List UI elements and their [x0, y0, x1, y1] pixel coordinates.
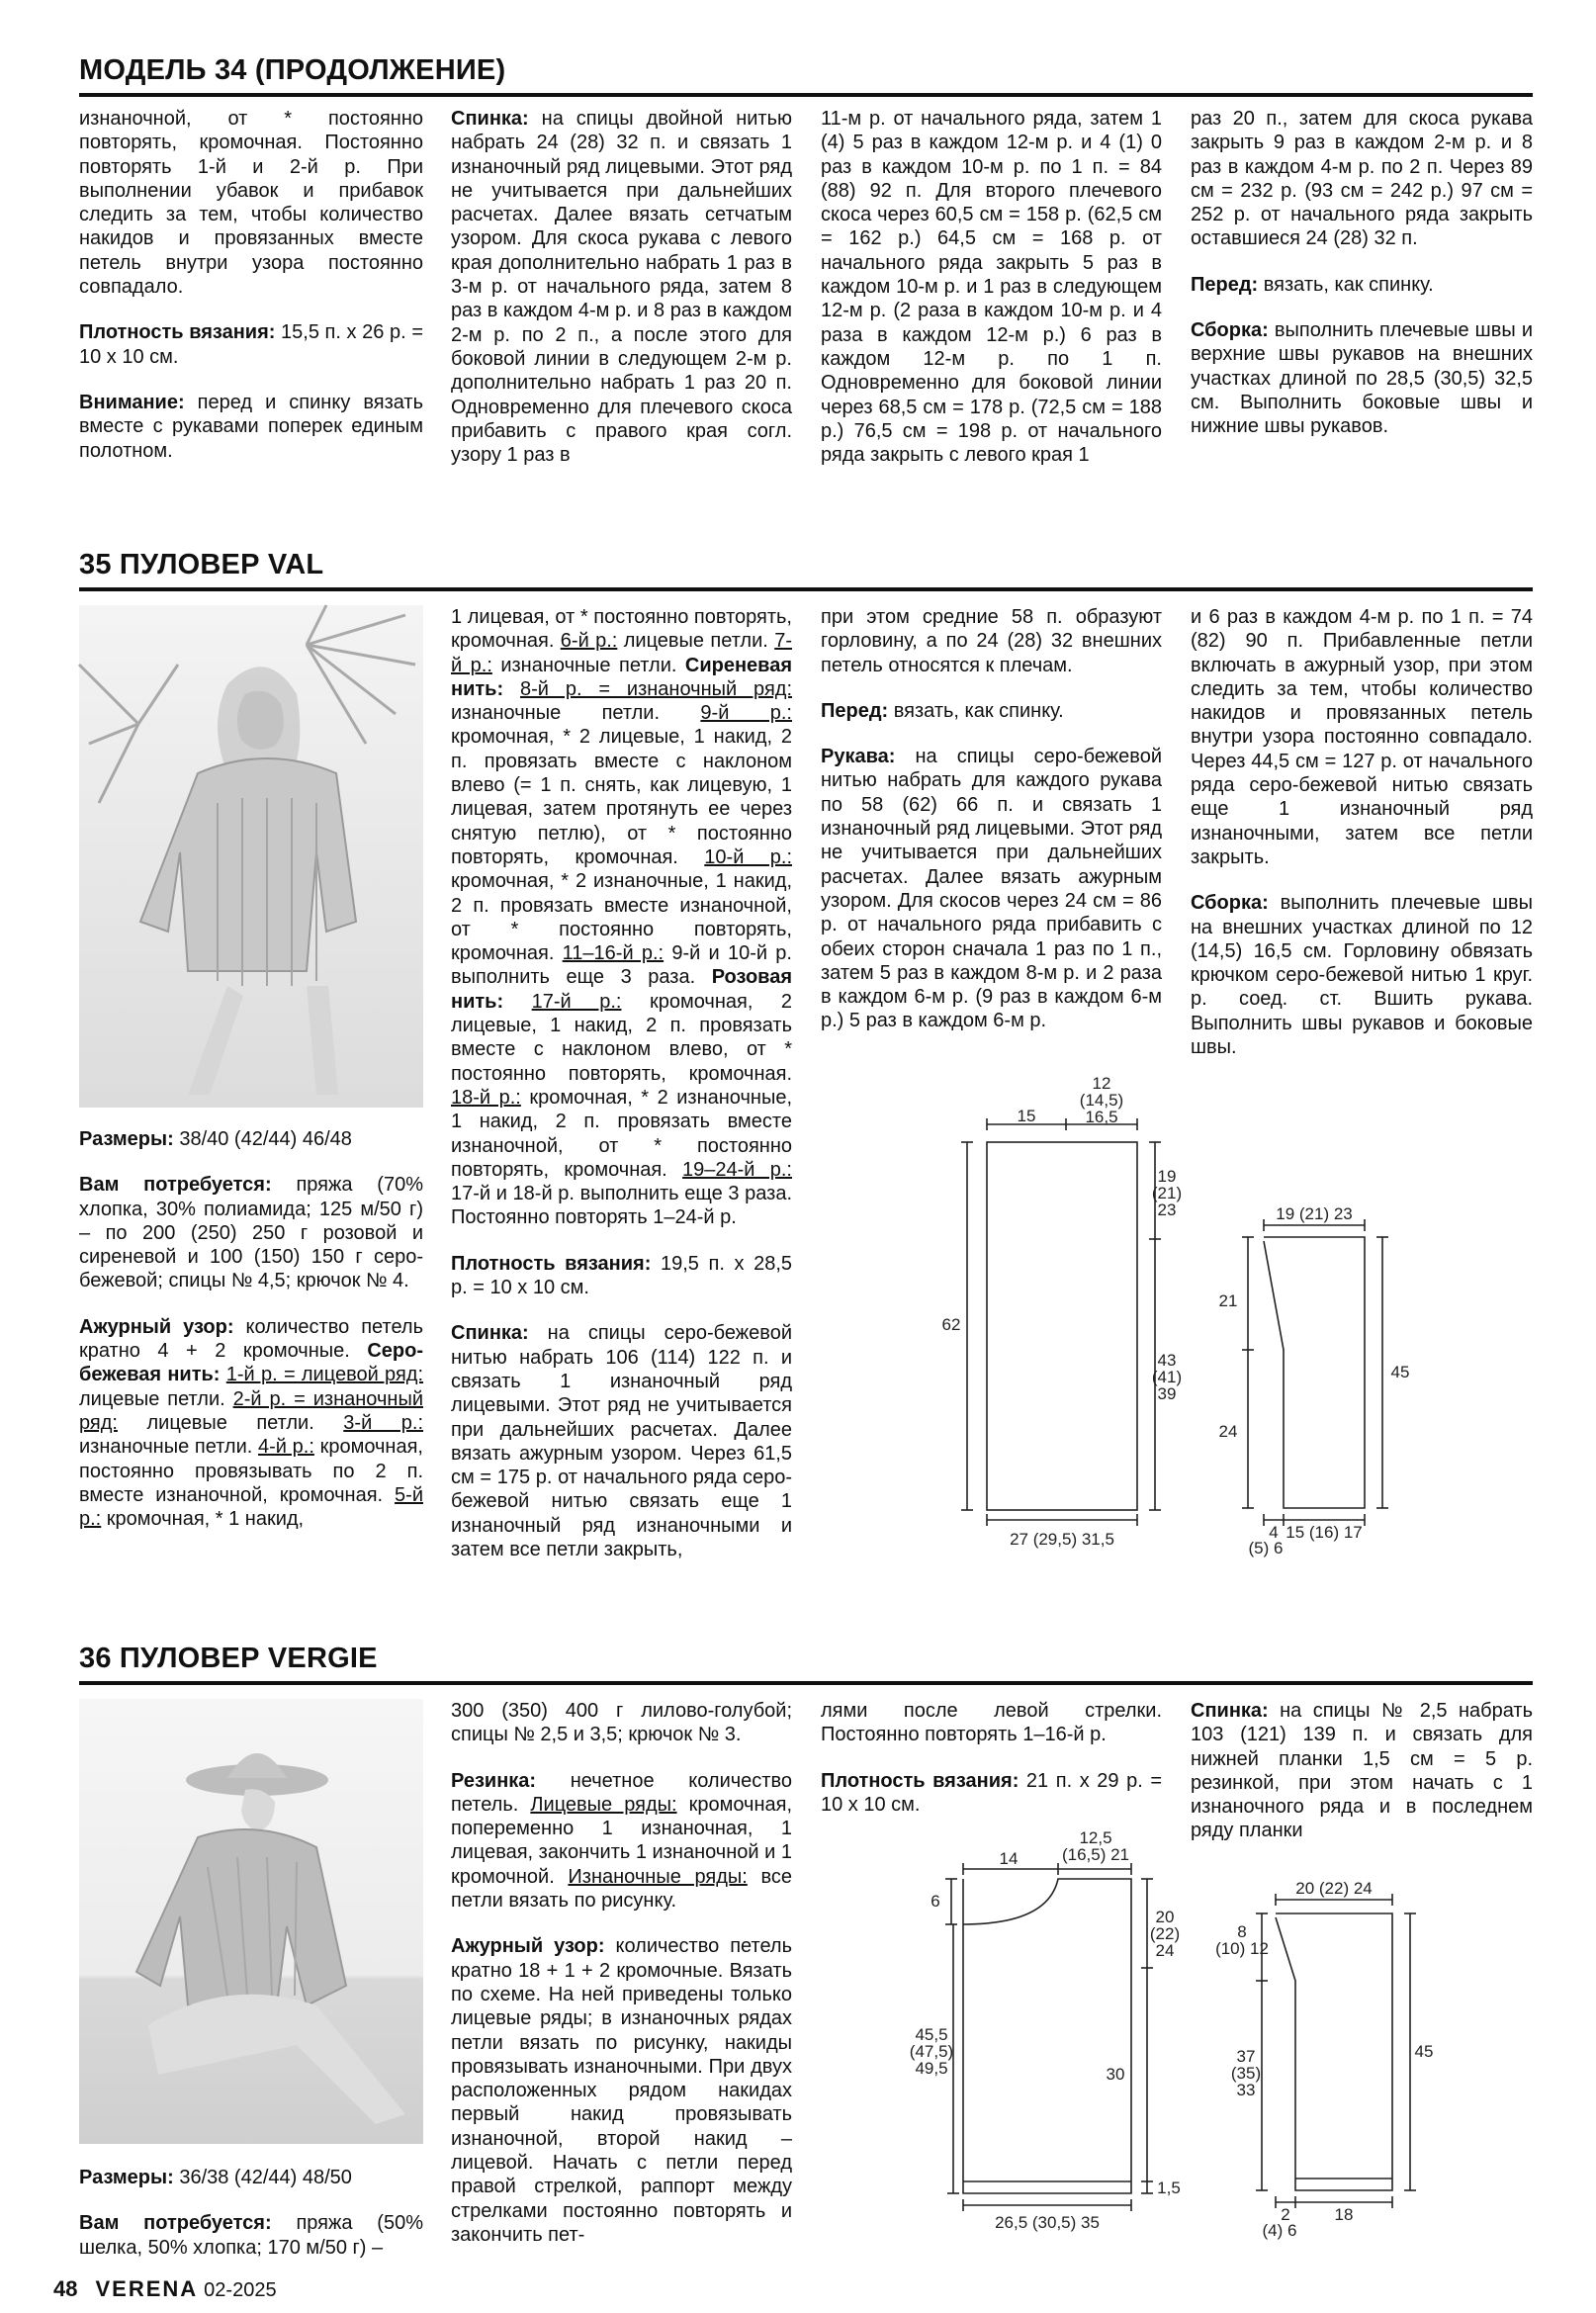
- s35-top-a: 12: [1092, 1074, 1111, 1093]
- s35-top-b: (14,5): [1079, 1091, 1124, 1110]
- s34-front: Перед: вязать, как спинку.: [1191, 273, 1434, 296]
- s35-sleeves: Рукава: на спицы серо-бежевой нитью набрать для каждого рукава по 58 (62) 66 п. и связать 1 изнаночный ряд лицевыми. Этот ряд не учитывается при дальнейших расчетах. Далее вязать ажурным узором. Для скосов через 24 см = 86 р. от начального ряда прибавить с обеих сторон сначала 1 раз по 1 п., затем 5 раз в каждом 8-м р. и 2 раза в каждом 6-м р. (9 раз в каждом 6-м р.) 5 раз в каждом 6-м р.: [821, 746, 1162, 1032]
- s34-back-cont: 11-м р. от начального ряда, затем 1 (4) 5 раз в каждом 12-м р. и 4 (1) 0 раз в каждом 10-м р. по 1 п. = 84 (88) 92 п. Для второго плечевого скоса через 60,5 см = 158 р. (62,5 см = 162 р.) 64,5 см = 168 р. от начального ряда закрыть 5 раз в каждом 10-м р. и 1 раз в следующем 12-м р. (2 раза в каждом 10-м р. и 4 раза в каждом 12-м р.) 6 раз в каждом 12-м р. по 1 п. Одновременно для боковой линии через 68,5 см = 178 р. (72,5 см = 188 р.) 76,5 см = 198 р. от начального ряда закрыть с левого края 1: [821, 108, 1162, 467]
- s35-lace-cont: 1 лицевая, от * постоянно повторять, кромочная. 6-й р.: лицевые петли. 7-й р.: изнаночные петли. Сиреневая нить: 8-й р. = изнаночный ряд: изнаночные петли. 9-й р.: кромочная, * 2 лицевые, 1 накид, 2 п. провязать вместе с наклоном влево (= 1 п. снять, как лицевую, 1 лицевая, затем протянуть ее через снятую петлю), от * постоянно повторять, кромочная. 10-й р.: кромочная, * 2 изнаночные, 1 накид, 2 п. провязать вместе изнаночной, от * постоянно повторять, кромочная. 11–16-й р.: 9-й и 10-й р. выполнить еще 3 раза. Розовая нить: 17-й р.: кромочная, 2 лицевые, 1 накид, 2 п. провязать вместе с наклоном влево, от * постоянно повторять, кромочная. 18-й р.: кромочная, * 2 изнаночные, 1 накид, 2 п. провязать вместе изнаночной, от * постоянно повторять, кромочная. 19–24-й р.: 17-й и 18-й р. выполнить еще 3 раза. Постоянно повторять 1–24-й р.: [451, 606, 793, 1229]
- s35-sleeve-top: 19 (21) 23: [1276, 1204, 1353, 1223]
- s35-r2b: (41): [1151, 1368, 1183, 1386]
- s36-materials-cont: 300 (350) 400 г лилово-голубой; спицы № 2,5 и 3,5; крючок № 3.: [451, 1700, 792, 1746]
- s35-sleeve-outline: [1264, 1237, 1365, 1508]
- s36-l1c: 49,5: [915, 2059, 948, 2078]
- s34-assembly: Сборка: выполнить плечевые швы и верхние швы рукавов на внешних участках длиной по 28,5 (30,5) 32,5 см. Выполнить боковые швы и нижние швы рукавов.: [1191, 319, 1533, 438]
- model-35-photo: [79, 605, 423, 1108]
- s36-r1b: (22): [1149, 1924, 1181, 1943]
- s36-left-top: 14: [999, 1849, 1019, 1868]
- s36-column-2: [451, 1699, 792, 2247]
- s36-column-4: [1191, 1699, 1533, 1843]
- section-35-title: 35 ПУЛОВЕР VAL: [79, 548, 1533, 591]
- s35-lace-pattern: Ажурный узор: количество петель кратно 4 + 2 кромочные. Серо-бежевая нить: 1-й р. = лицевой ряд: лицевые петли. 2-й р. = изнаночный ряд: лицевые петли. 3-й р.: изнаночные петли. 4-й р.: кромочная, постоянно провязывать по 2 п. вместе изнаночной, кромочная. 5-й р.: кромочная, * 1 накид,: [79, 1315, 424, 1531]
- page-number: 48: [53, 2276, 78, 2301]
- s35-r1c: 23: [1157, 1201, 1177, 1219]
- s34-column-4: [1191, 107, 1533, 439]
- issue-number: 02-2025: [204, 2279, 277, 2301]
- section-36-title: 36 ПУЛОВЕР VERGIE: [79, 1642, 1533, 1685]
- s35-assembly: Сборка: выполнить плечевые швы на внешних участках длиной по 12 (14,5) 16,5 см. Горловину обвязать крючком серо-бежевой нитью 1 круг. р. соед. ст. Вшить рукава. Выполнить швы рукавов и боковые швы.: [1191, 892, 1533, 1059]
- s35-sleeve-l2: 24: [1218, 1422, 1238, 1441]
- s36-sleeve-l1a: 8: [1237, 1922, 1247, 1941]
- s35-back: Спинка: на спицы серо-бежевой нитью набрать 106 (114) 122 п. и связать 1 изнаночный ряд лицевыми. Этот ряд не учитывается при дальнейших расчетах. Далее вязать ажурным узором. Через 61,5 см = 175 р. от начального ряда серо-бежевой нитью связать еще 1 изнаночный ряд изнаночными и затем все петли закрыть,: [451, 1322, 792, 1560]
- s36-lace: Ажурный узор: количество петель кратно 18 + 1 + 2 кромочные. Вязать по схеме. На ней приведены только лицевые ряды; в изнаночных рядах петли вязать по рисунку, накиды провязывать изнаночными. При двух расположенных рядом накидах первый накид провязывать изнаночной, второй накид – лицевой. Начать с петли перед правой стрелкой, раппорт между стрелками постоянно повторять и закончить пет-: [451, 1935, 792, 2246]
- s34-column-3: [821, 107, 1162, 467]
- s35-r2c: 39: [1157, 1384, 1177, 1403]
- s36-back: Спинка: на спицы № 2,5 набрать 103 (121) 139 п. и связать для нижней планки 1,5 см = 5 р. резинкой, при этом начать с 1 изнаночного ряда и в последнем ряду планки: [1191, 1700, 1533, 1842]
- s36-sleeve-outline: [1276, 1913, 1392, 2190]
- s35-sleeve-b1s: (5) 6: [1248, 1539, 1284, 1557]
- s36-sleeve-b1: 2: [1281, 2205, 1290, 2224]
- s36-r1c: 24: [1155, 1941, 1175, 1960]
- s35-r1b: (21): [1151, 1184, 1183, 1202]
- s35-left-height: 62: [941, 1315, 961, 1334]
- page-footer: [53, 2276, 277, 2302]
- s36-rib: Резинка: нечетное количество петель. Лицевые ряды: кромочная, попеременно 1 изнаночная, 1 лицевая, закончить 1 изнаночной и 1 кромочной. Изнаночные ряды: все петли вязать по рисунку.: [451, 1769, 792, 1913]
- s35-sleeve-r: 45: [1390, 1363, 1410, 1381]
- s36-bottom-width: 26,5 (30,5) 35: [995, 2213, 1100, 2232]
- section-34-title: МОДЕЛЬ 34 (ПРОДОЛЖЕНИЕ): [79, 53, 1533, 97]
- s35-sleeve-b2: 15 (16) 17: [1286, 1523, 1363, 1542]
- s35-density: Плотность вязания: 19,5 п. х 28,5 р. = 10 х 10 см.: [451, 1252, 793, 1299]
- s36-sleeve-r: 45: [1414, 2042, 1434, 2061]
- s36-l1a: 45,5: [915, 2025, 948, 2044]
- s36-column-3: [821, 1699, 1162, 1817]
- s35-left-top: 15: [1017, 1107, 1036, 1125]
- s35-bottom-width: 27 (29,5) 31,5: [1010, 1530, 1114, 1549]
- s36-sleeve-b1s: (4) 6: [1262, 2221, 1297, 2240]
- s36-sleeve-b2: 18: [1334, 2205, 1354, 2224]
- model-36-photo-illustration: [79, 1699, 423, 2144]
- s35-r2a: 43: [1157, 1351, 1177, 1370]
- s36-top-b: (16,5) 21: [1061, 1845, 1130, 1864]
- s35-materials: Вам потребуется: пряжа (70% хлопка, 30% полиамида; 125 м/50 г) – по 200 (250) 250 г розовой и сиреневой и 100 (150) 150 г серо-бежевой; спицы № 4,5; крючок № 4.: [79, 1174, 423, 1292]
- s36-sleeve-l2a: 37: [1236, 2047, 1256, 2066]
- s34-sleeve-text: раз 20 п., затем для скоса рукава закрыть 9 раз в каждом 2-м р. и 8 раз в каждом 4-м р. по 2 п. Через 89 см = 232 р. (93 см = 242 р.) 97 см = 252 р. от начального ряда закрыть оставшиеся 24 (28) 32 п.: [1191, 108, 1533, 250]
- s36-density: Плотность вязания: 21 п. х 29 р. = 10 х 10 см.: [821, 1769, 1163, 1816]
- s35-body-outline: [987, 1142, 1137, 1510]
- s35-neckline: при этом средние 58 п. образуют горловину, а по 24 (28) 32 внешних петель относятся к плечам.: [821, 606, 1162, 676]
- s36-body-outline: [963, 1879, 1131, 2193]
- s36-materials: Вам потребуется: пряжа (50% шелка, 50% хлопка; 170 м/50 г) –: [79, 2212, 423, 2259]
- s35-sleeve-l1: 21: [1218, 1291, 1238, 1310]
- s35-top-c: 16,5: [1085, 1108, 1118, 1126]
- s35-sleeve-schematic: [1204, 1201, 1432, 1557]
- s35-body-schematic: [939, 1073, 1183, 1557]
- s35-column-4: [1191, 605, 1533, 1059]
- s36-r1a: 20: [1155, 1908, 1175, 1926]
- s36-sleeve-l2c: 33: [1236, 2081, 1256, 2099]
- model-36-photo: [79, 1699, 423, 2144]
- s36-sleeve-schematic: [1216, 1874, 1434, 2260]
- s36-neck-depth: 6: [931, 1892, 940, 1911]
- s35-front: Перед: вязать, как спинку.: [821, 699, 1064, 722]
- s36-sizes: Размеры: 36/38 (42/44) 48/50: [79, 2167, 352, 2188]
- s36-lace-cont: лями после левой стрелки. Постоянно повторять 1–16-й р.: [821, 1700, 1162, 1746]
- s34-back: Спинка: на спицы двойной нитью набрать 24 (28) 32 п. и связать 1 изнаночный ряд лицевыми. Этот ряд не учитывается при дальнейших расчетах. Далее вязать сетчатым узором. Для скоса рукава с левого края дополнительно набрать 1 раз в 3-м р. от начального ряда, затем 8 раз в каждом 4-м р. и 8 раз в каждом 2-м р. по 2 п., а после этого для боковой линии в следующем 2-м р. дополнительно набрать 1 раз 20 п. Одновременно для плечевого скоса прибавить с правого края согл. узору 1 раз в: [451, 108, 792, 467]
- s36-column-1: [79, 2166, 423, 2260]
- magazine-name: VERENA: [95, 2276, 199, 2301]
- s35-column-3: [821, 605, 1162, 1033]
- s34-density: Плотность вязания: 15,5 п. х 26 р. = 10 х 10 см.: [79, 321, 423, 368]
- s36-body-schematic: [910, 1829, 1187, 2235]
- s35-column-1: [79, 1127, 423, 1531]
- s35-r1a: 19: [1157, 1167, 1177, 1186]
- s36-r2: 30: [1106, 2065, 1125, 2084]
- s35-sizes: Размеры: 38/40 (42/44) 46/48: [79, 1128, 352, 1150]
- s36-top-a: 12,5: [1079, 1828, 1112, 1847]
- s35-sleeve-cont: и 6 раз в каждом 4-м р. по 1 п. = 74 (82) 90 п. Прибавленные петли включать в ажурный узор, при этом следить за тем, чтобы количество накидов и провязанных петель внутри узора постоянно совпадало. Через 44,5 см = 127 р. от начального ряда серо-бежевой нитью связать еще 1 изнаночный ряд изнаночными, затем все петли закрыть.: [1191, 606, 1533, 868]
- s34-attention: Внимание: перед и спинку вязать вместе с рукавами поперек единым полотном.: [79, 391, 423, 462]
- s34-column-2: [451, 107, 792, 467]
- s34-text: изнаночной, от * постоянно повторять, кромочная. Постоянно повторять 1-й и 2-й р. При выполнении убавок и прибавок следить за тем, чтобы количество накидов и провязанных вместе петель внутри узора постоянно совпадало.: [79, 108, 423, 299]
- s36-l1b: (47,5): [909, 2042, 954, 2061]
- s36-sleeve-l2b: (35): [1230, 2064, 1262, 2083]
- s36-sleeve-top: 20 (22) 24: [1295, 1879, 1373, 1898]
- s36-r3: 1,5: [1157, 2179, 1181, 2197]
- s35-column-2: [451, 605, 792, 1561]
- s34-column-1: [79, 107, 423, 463]
- s36-sleeve-l1b: (10) 12: [1215, 1939, 1269, 1958]
- s35-sleeve-b1: 4: [1269, 1523, 1279, 1542]
- model-35-photo-illustration: [79, 605, 423, 1108]
